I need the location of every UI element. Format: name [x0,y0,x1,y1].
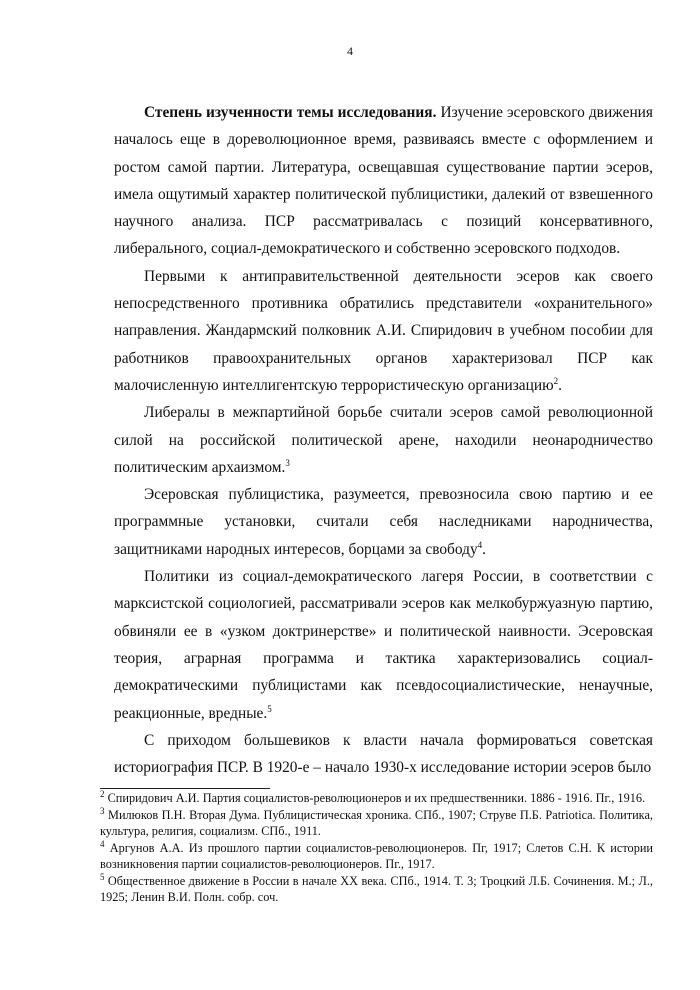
footnote-text: Аргунов А.А. Из прошлого партии социалистов-революционеров. Пг, 1917; Слетов С.Н. К истории возникновения партии социалистов-революционеров. Пг., 1917. [100,840,653,871]
footnote-number: 2 [100,788,105,799]
footnote-2 [100,790,653,807]
paragraph-text: Либералы в межпартийной борьбе считали эсеров самой революционной силой на российской политической арене, находили неонародничество политическим архаизмом. [114,404,653,476]
footnote-number: 4 [100,838,105,849]
paragraph-5 [114,563,653,727]
footnote-text: Общественное движение в России в начале XX века. СПб., 1914. Т. 3; Троцкий Л.Б. Сочинения. М.; Л., 1925; Ленин В.И. Полн. собр. соч. [100,873,653,904]
paragraph-text: Эсеровская публицистика, разумеется, превозносила свою партию и ее программные установки, считали себя наследниками народничества, защитниками народных интересов, борцами за свободу [114,486,653,558]
paragraph-1 [114,99,653,263]
paragraph-3 [114,399,653,481]
paragraph-text: Первыми к антиправительственной деятельности эсеров как своего непосредственного противника обратились представители «охранительного» направления. Жандармский полковник А.И. Спиридович в учебном пособии для работников правоохранительных органов характеризовал ПСР как малочисленную интеллигентскую террористическую организацию [114,267,653,394]
paragraph-tail: . [558,376,562,394]
footnote-text: Милюков П.Н. Вторая Дума. Публицистическая хроника. СПб., 1907; Струве П.Б. Patriotica. Политика, культура, религия, социализм. СПб., 1911. [100,807,653,838]
footnote-number: 5 [100,871,105,882]
paragraph-text: Политики из социал-демократического лагеря России, в соответствии с марксистской социологией, рассматривали эсеров как мелкобуржуазную партию, обвиняли ее в «узком доктринерстве» и политической наивности. Эсеровская теория, аграрная программа и тактика характеризовались социал-демократическими публицистами как псевдосоциалистические, ненаучные, реакционные, вредные. [114,568,653,722]
page-number: 4 [347,44,353,58]
footnote-3 [100,807,653,840]
section-heading: Степень изученности темы исследования. [144,104,437,121]
footnote-divider [100,788,270,789]
paragraph-6 [114,727,653,782]
paragraph-4 [114,481,653,563]
paragraph-tail: . [482,540,487,558]
paragraph-text: С приходом большевиков к власти начала формироваться советская историография ПСР. В 1920-е – начало 1930-х исследование истории эсеров было [114,731,653,777]
paragraph-2 [114,263,653,399]
footnote-number: 3 [100,805,105,816]
footnote-text: Спиридович А.И. Партия социалистов-революционеров и их предшественники. 1886 - 1916. Пг., 1916. [104,791,646,805]
footnote-ref[interactable]: 5 [267,703,272,714]
footnote-5 [100,873,653,906]
footnote-4 [100,840,653,873]
paragraph-text: Изучение эсеровского движения началось еще в дореволюционное время, развиваясь вместе с оформлением и ростом самой партии. Литература, освещавшая существование партии эсеров, имела ощутимый характер политической публицистики, далекий от взвешенного научного анализа. ПСР рассматривалась с позиций консервативного, либерального, социал-демократического и собственно эсеровского подходов. [114,104,653,258]
footnote-ref[interactable]: 4 [477,539,483,550]
footnote-ref[interactable]: 2 [553,375,559,386]
footnote-ref[interactable]: 3 [285,457,290,468]
footnotes [100,790,653,906]
body-text [114,99,653,781]
